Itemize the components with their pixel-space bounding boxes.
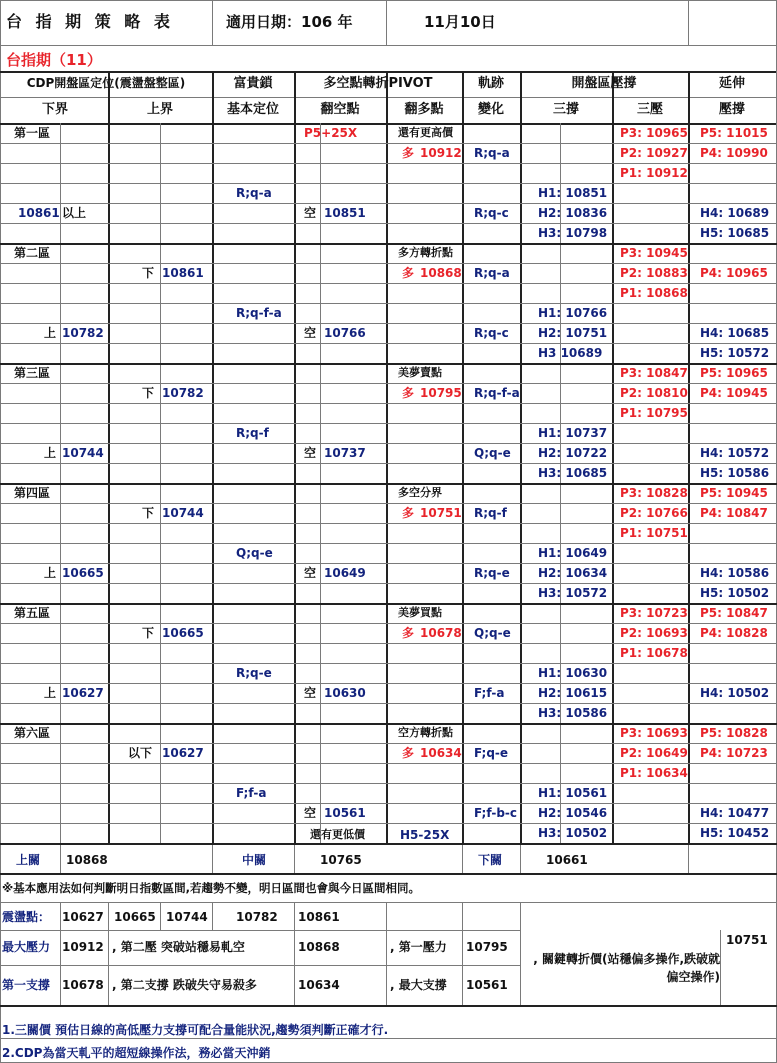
pressure-p2: P2: 10766 xyxy=(620,506,688,520)
grid-line xyxy=(0,583,777,584)
short-track: Q;q-e xyxy=(474,446,511,460)
zone-note: 空方轉折點 xyxy=(398,726,453,739)
grid-line xyxy=(688,0,689,45)
extend-h4: H4: 10685 xyxy=(700,326,770,340)
extend-p5: P5: 10945 xyxy=(700,486,768,500)
zone-note: 還有更高價 xyxy=(398,126,453,139)
pressure-p3: P3: 10945 xyxy=(620,246,688,260)
first-support-value: 10678 xyxy=(62,978,104,992)
extend-p5: P5: 10847 xyxy=(700,606,768,620)
zone-note: 美夢賣點 xyxy=(398,366,442,379)
grid-line xyxy=(0,703,777,704)
support-h2: H2: 10836 xyxy=(538,206,608,220)
shock-value: 10627 xyxy=(62,910,104,924)
short-marker: 空 xyxy=(304,566,317,580)
grid-line xyxy=(462,930,463,1005)
extend-h4: H4: 10586 xyxy=(700,566,770,580)
flip-long-value: 10634 xyxy=(420,746,462,760)
grid-line xyxy=(0,803,777,804)
support-h2: H2: 10634 xyxy=(538,566,608,580)
grid-line xyxy=(0,683,777,684)
zone-note: 美夢買點 xyxy=(398,606,442,619)
grid-line xyxy=(0,45,777,46)
subtitle: 台指期（11） xyxy=(6,51,102,69)
first-support-label: 第一支撐 xyxy=(2,978,51,992)
basic-position: F;f-a xyxy=(236,786,267,800)
support-h3: H3: 10572 xyxy=(538,586,608,600)
header-lower: 下界 xyxy=(41,102,68,117)
support-h1: H1: 10561 xyxy=(538,786,608,800)
basic-position: R;q-e xyxy=(236,666,272,680)
header-cdp: CDP開盤區定位(震盪盤整區) xyxy=(26,76,186,90)
first-pressure-value: 10795 xyxy=(466,940,508,954)
extend-h4: H4: 10477 xyxy=(700,806,770,820)
grid-line xyxy=(0,463,777,464)
support-h3: H3: 10586 xyxy=(538,706,608,720)
date-value: 11月10日 xyxy=(424,13,496,31)
grid-line xyxy=(0,563,777,564)
long-track: F;q-e xyxy=(474,746,509,760)
grid-line xyxy=(294,930,295,1005)
grid-line xyxy=(0,303,777,304)
lower-bound-suffix: 以上 xyxy=(62,206,87,220)
short-marker: 空 xyxy=(304,806,317,820)
grid-line xyxy=(0,323,777,324)
pressure-p3: P3: 10965 xyxy=(620,126,688,140)
long-marker: 多 xyxy=(402,146,415,160)
grid-line xyxy=(0,97,777,98)
extend-p5: P5: 10828 xyxy=(700,726,768,740)
pressure-p1: P1: 10751 xyxy=(620,526,688,540)
zone-name: 第一區 xyxy=(14,126,51,140)
max-pressure-label: 最大壓力 xyxy=(2,940,51,954)
upper-prefix: 下 xyxy=(142,266,155,280)
grid-line xyxy=(0,965,520,966)
short-track: F;f-b-c xyxy=(474,806,518,820)
flip-long-value: 10795 xyxy=(420,386,462,400)
basic-position: R;q-a xyxy=(236,186,272,200)
extend-h4: H4: 10502 xyxy=(700,686,770,700)
pressure-p1: P1: 10912 xyxy=(620,166,688,180)
header-flip-short: 翻空點 xyxy=(320,102,360,117)
second-support-label: , 第二支撐 跌破失守易殺多 xyxy=(112,978,257,992)
long-marker: 多 xyxy=(402,626,415,640)
footnote-2: 2.CDP為當天軋平的超短線操作法，務必當天沖銷 xyxy=(2,1046,271,1060)
grid-line xyxy=(0,423,777,424)
lower-gate-label: 下關 xyxy=(478,853,503,867)
grid-line xyxy=(212,71,214,845)
flip-short-value: 10561 xyxy=(324,806,366,820)
grid-line xyxy=(212,845,213,873)
grid-line xyxy=(108,930,109,1005)
flip-long-value: 10678 xyxy=(420,626,462,640)
support-h1: H1: 10630 xyxy=(538,666,608,680)
extend-p5: P5: 10965 xyxy=(700,366,768,380)
zone6-lower-note: 還有更低價 xyxy=(310,828,365,841)
header-basic-pos: 基本定位 xyxy=(226,102,279,117)
header-change: 變化 xyxy=(477,102,504,117)
grid-line xyxy=(520,71,522,845)
header-rich-lock: 富貴鎖 xyxy=(233,76,273,91)
pressure-p2: P2: 10649 xyxy=(620,746,688,760)
note-basic: ※基本應用法如何判斷明日指數區間,若趨勢不變，明日區間也會與今日區間相同。 xyxy=(2,881,421,895)
pressure-p2: P2: 10883 xyxy=(620,266,688,280)
flip-short-value: 10649 xyxy=(324,566,366,580)
header-flip-long: 翻多點 xyxy=(404,102,444,117)
key-pivot-label: , 關鍵轉折價(站穩偏多操作,跌破就偏空操作) xyxy=(533,952,720,984)
second-pressure-value: 10868 xyxy=(298,940,340,954)
extend-h5: H5: 10685 xyxy=(700,226,770,240)
grid-line xyxy=(108,71,110,845)
grid-line xyxy=(462,902,463,930)
extend-h4: H4: 10572 xyxy=(700,446,770,460)
short-track: R;q-e xyxy=(474,566,510,580)
support-h1: H1: 10737 xyxy=(538,426,608,440)
pressure-p2: P2: 10927 xyxy=(620,146,688,160)
extend-p4: P4: 10828 xyxy=(700,626,768,640)
grid-line xyxy=(0,930,520,931)
header-extend: 延伸 xyxy=(718,76,745,91)
support-h2: H2: 10615 xyxy=(538,686,608,700)
upper-gate-label: 上關 xyxy=(16,853,41,867)
extend-p4: P4: 10847 xyxy=(700,506,768,520)
page-title: 台 指 期 策 略 表 xyxy=(6,12,174,31)
header-sr: 壓撐 xyxy=(718,102,745,117)
max-support-value: 10561 xyxy=(466,978,508,992)
zone-name: 第四區 xyxy=(14,486,51,500)
extend-p4: P4: 10965 xyxy=(700,266,768,280)
flip-long-value: 10751 xyxy=(420,506,462,520)
short-marker: 空 xyxy=(304,206,317,220)
extend-h5: H5: 10586 xyxy=(700,466,770,480)
short-marker: 空 xyxy=(304,686,317,700)
zone-note: 多空分界 xyxy=(398,486,442,499)
header-s3: 三撐 xyxy=(552,102,579,117)
grid-line xyxy=(462,71,464,845)
zone-top-label: P5+25X xyxy=(304,126,358,140)
grid-line xyxy=(294,902,295,930)
support-h3: H3 10689 xyxy=(538,346,603,360)
grid-line xyxy=(60,845,61,873)
shock-value: 10744 xyxy=(166,910,208,924)
lower-bound-value: 10861 xyxy=(18,206,60,220)
upper-bound-value: 10782 xyxy=(162,386,204,400)
long-marker: 多 xyxy=(402,506,415,520)
first-pressure-label: , 第一壓力 xyxy=(390,940,447,954)
grid-line xyxy=(386,0,387,45)
footnote-1: 1.三關價 預估日線的高低壓力支撐可配合量能狀況,趨勢須判斷正確才行. xyxy=(2,1023,389,1037)
grid-line xyxy=(386,71,388,845)
second-support-value: 10634 xyxy=(298,978,340,992)
grid-line xyxy=(520,845,521,873)
zone-name: 第二區 xyxy=(14,246,51,260)
support-h1: H1: 10649 xyxy=(538,546,608,560)
extend-h5: H5: 10452 xyxy=(700,826,770,840)
zone-name: 第六區 xyxy=(14,726,51,740)
support-h2: H2: 10546 xyxy=(538,806,608,820)
grid-line xyxy=(108,902,109,930)
grid-line xyxy=(0,0,1,1063)
support-h3: H3: 10798 xyxy=(538,226,608,240)
upper-prefix: 下 xyxy=(142,506,155,520)
upper-bound-value: 10665 xyxy=(162,626,204,640)
grid-line xyxy=(688,71,690,845)
flip-short-value: 10630 xyxy=(324,686,366,700)
long-track: R;q-a xyxy=(474,146,510,160)
support-h1: H1: 10766 xyxy=(538,306,608,320)
pressure-p2: P2: 10693 xyxy=(620,626,688,640)
shock-value: 10665 xyxy=(114,910,156,924)
pressure-p2: P2: 10810 xyxy=(620,386,688,400)
grid-line xyxy=(160,902,161,930)
grid-line xyxy=(294,71,296,845)
support-h2: H2: 10722 xyxy=(538,446,608,460)
pressure-p1: P1: 10795 xyxy=(620,406,688,420)
pressure-p3: P3: 10723 xyxy=(620,606,688,620)
grid-line xyxy=(688,845,689,873)
header-p3: 三壓 xyxy=(636,102,663,117)
grid-line xyxy=(0,183,777,184)
grid-line xyxy=(60,902,61,930)
grid-line xyxy=(0,783,777,784)
grid-line xyxy=(0,902,777,903)
long-marker: 多 xyxy=(402,266,415,280)
grid-line xyxy=(612,71,614,845)
support-h2: H2: 10751 xyxy=(538,326,608,340)
pressure-p1: P1: 10678 xyxy=(620,646,688,660)
lower-prefix: 上 xyxy=(44,686,57,700)
short-track: R;q-c xyxy=(474,326,509,340)
grid-line xyxy=(0,663,777,664)
long-marker: 多 xyxy=(402,386,415,400)
second-pressure-label: , 第二壓 突破站穩易軋空 xyxy=(112,940,245,954)
extend-h5: H5: 10502 xyxy=(700,586,770,600)
upper-bound-value: 10744 xyxy=(162,506,204,520)
extend-p5: P5: 11015 xyxy=(700,126,768,140)
grid-line xyxy=(462,845,463,873)
grid-line xyxy=(520,902,521,1005)
pressure-p3: P3: 10693 xyxy=(620,726,688,740)
grid-line xyxy=(294,845,295,873)
support-h1: H1: 10851 xyxy=(538,186,608,200)
shock-label: 震盪點： xyxy=(2,910,51,924)
mid-gate-value: 10765 xyxy=(320,853,362,867)
zone6-bottom: H5-25X xyxy=(400,828,450,842)
grid-line xyxy=(0,343,777,344)
lower-prefix: 上 xyxy=(44,446,57,460)
pressure-p1: P1: 10868 xyxy=(620,286,688,300)
grid-line xyxy=(0,223,777,224)
max-support-label: , 最大支撐 xyxy=(390,978,447,992)
upper-bound-value: 10627 xyxy=(162,746,204,760)
grid-line xyxy=(0,203,777,204)
grid-line xyxy=(386,902,387,930)
header-upper: 上界 xyxy=(146,102,173,117)
grid-line xyxy=(212,0,213,45)
support-h3: H3: 10685 xyxy=(538,466,608,480)
pressure-p1: P1: 10634 xyxy=(620,766,688,780)
short-marker: 空 xyxy=(304,326,317,340)
pressure-p3: P3: 10828 xyxy=(620,486,688,500)
key-pivot-value: 10751 xyxy=(726,933,768,947)
long-track: Q;q-e xyxy=(474,626,511,640)
lower-gate-value: 10661 xyxy=(546,853,588,867)
grid-line xyxy=(0,873,777,875)
extend-h4: H4: 10689 xyxy=(700,206,770,220)
long-track: R;q-a xyxy=(474,266,510,280)
extend-p4: P4: 10723 xyxy=(700,746,768,760)
lower-prefix: 上 xyxy=(44,326,57,340)
basic-position: R;q-f-a xyxy=(236,306,282,320)
short-track: R;q-c xyxy=(474,206,509,220)
grid-line xyxy=(212,902,213,930)
grid-line xyxy=(60,930,61,1005)
flip-short-value: 10851 xyxy=(324,206,366,220)
grid-line xyxy=(0,843,777,845)
grid-line xyxy=(0,0,777,1)
extend-p4: P4: 10945 xyxy=(700,386,768,400)
lower-bound-value: 10782 xyxy=(62,326,104,340)
upper-gate-value: 10868 xyxy=(66,853,108,867)
zone-name: 第五區 xyxy=(14,606,51,620)
lower-bound-value: 10627 xyxy=(62,686,104,700)
upper-prefix: 以下 xyxy=(128,746,153,760)
grid-line xyxy=(0,443,777,444)
grid-line xyxy=(386,930,387,1005)
long-marker: 多 xyxy=(402,746,415,760)
max-pressure-value: 10912 xyxy=(62,940,104,954)
basic-position: R;q-f xyxy=(236,426,269,440)
applicable-date-label: 適用日期：106 年 xyxy=(226,13,353,31)
extend-p4: P4: 10990 xyxy=(700,146,768,160)
upper-prefix: 下 xyxy=(142,386,155,400)
short-track: F;f-a xyxy=(474,686,505,700)
lower-prefix: 上 xyxy=(44,566,57,580)
long-track: R;q-f-a xyxy=(474,386,520,400)
upper-bound-value: 10861 xyxy=(162,266,204,280)
grid-line xyxy=(0,1005,777,1007)
shock-value: 10861 xyxy=(298,910,340,924)
flip-long-value: 10912 xyxy=(420,146,462,160)
grid-line xyxy=(0,543,777,544)
short-marker: 空 xyxy=(304,446,317,460)
grid-line xyxy=(720,930,721,1005)
long-track: R;q-f xyxy=(474,506,507,520)
header-open-sr: 開盤區壓撐 xyxy=(571,76,637,91)
upper-prefix: 下 xyxy=(142,626,155,640)
basic-position: Q;q-e xyxy=(236,546,273,560)
header-pivot: 多空點轉折PIVOT xyxy=(323,76,433,91)
zone-name: 第三區 xyxy=(14,366,51,380)
zone-note: 多方轉折點 xyxy=(398,246,453,259)
mid-gate-label: 中關 xyxy=(242,853,267,867)
flip-long-value: 10868 xyxy=(420,266,462,280)
flip-short-value: 10766 xyxy=(324,326,366,340)
pressure-p3: P3: 10847 xyxy=(620,366,688,380)
lower-bound-value: 10744 xyxy=(62,446,104,460)
shock-value: 10782 xyxy=(236,910,278,924)
lower-bound-value: 10665 xyxy=(62,566,104,580)
grid-line xyxy=(0,823,777,824)
flip-short-value: 10737 xyxy=(324,446,366,460)
support-h3: H3: 10502 xyxy=(538,826,608,840)
header-track: 軌跡 xyxy=(477,76,504,91)
extend-h5: H5: 10572 xyxy=(700,346,770,360)
